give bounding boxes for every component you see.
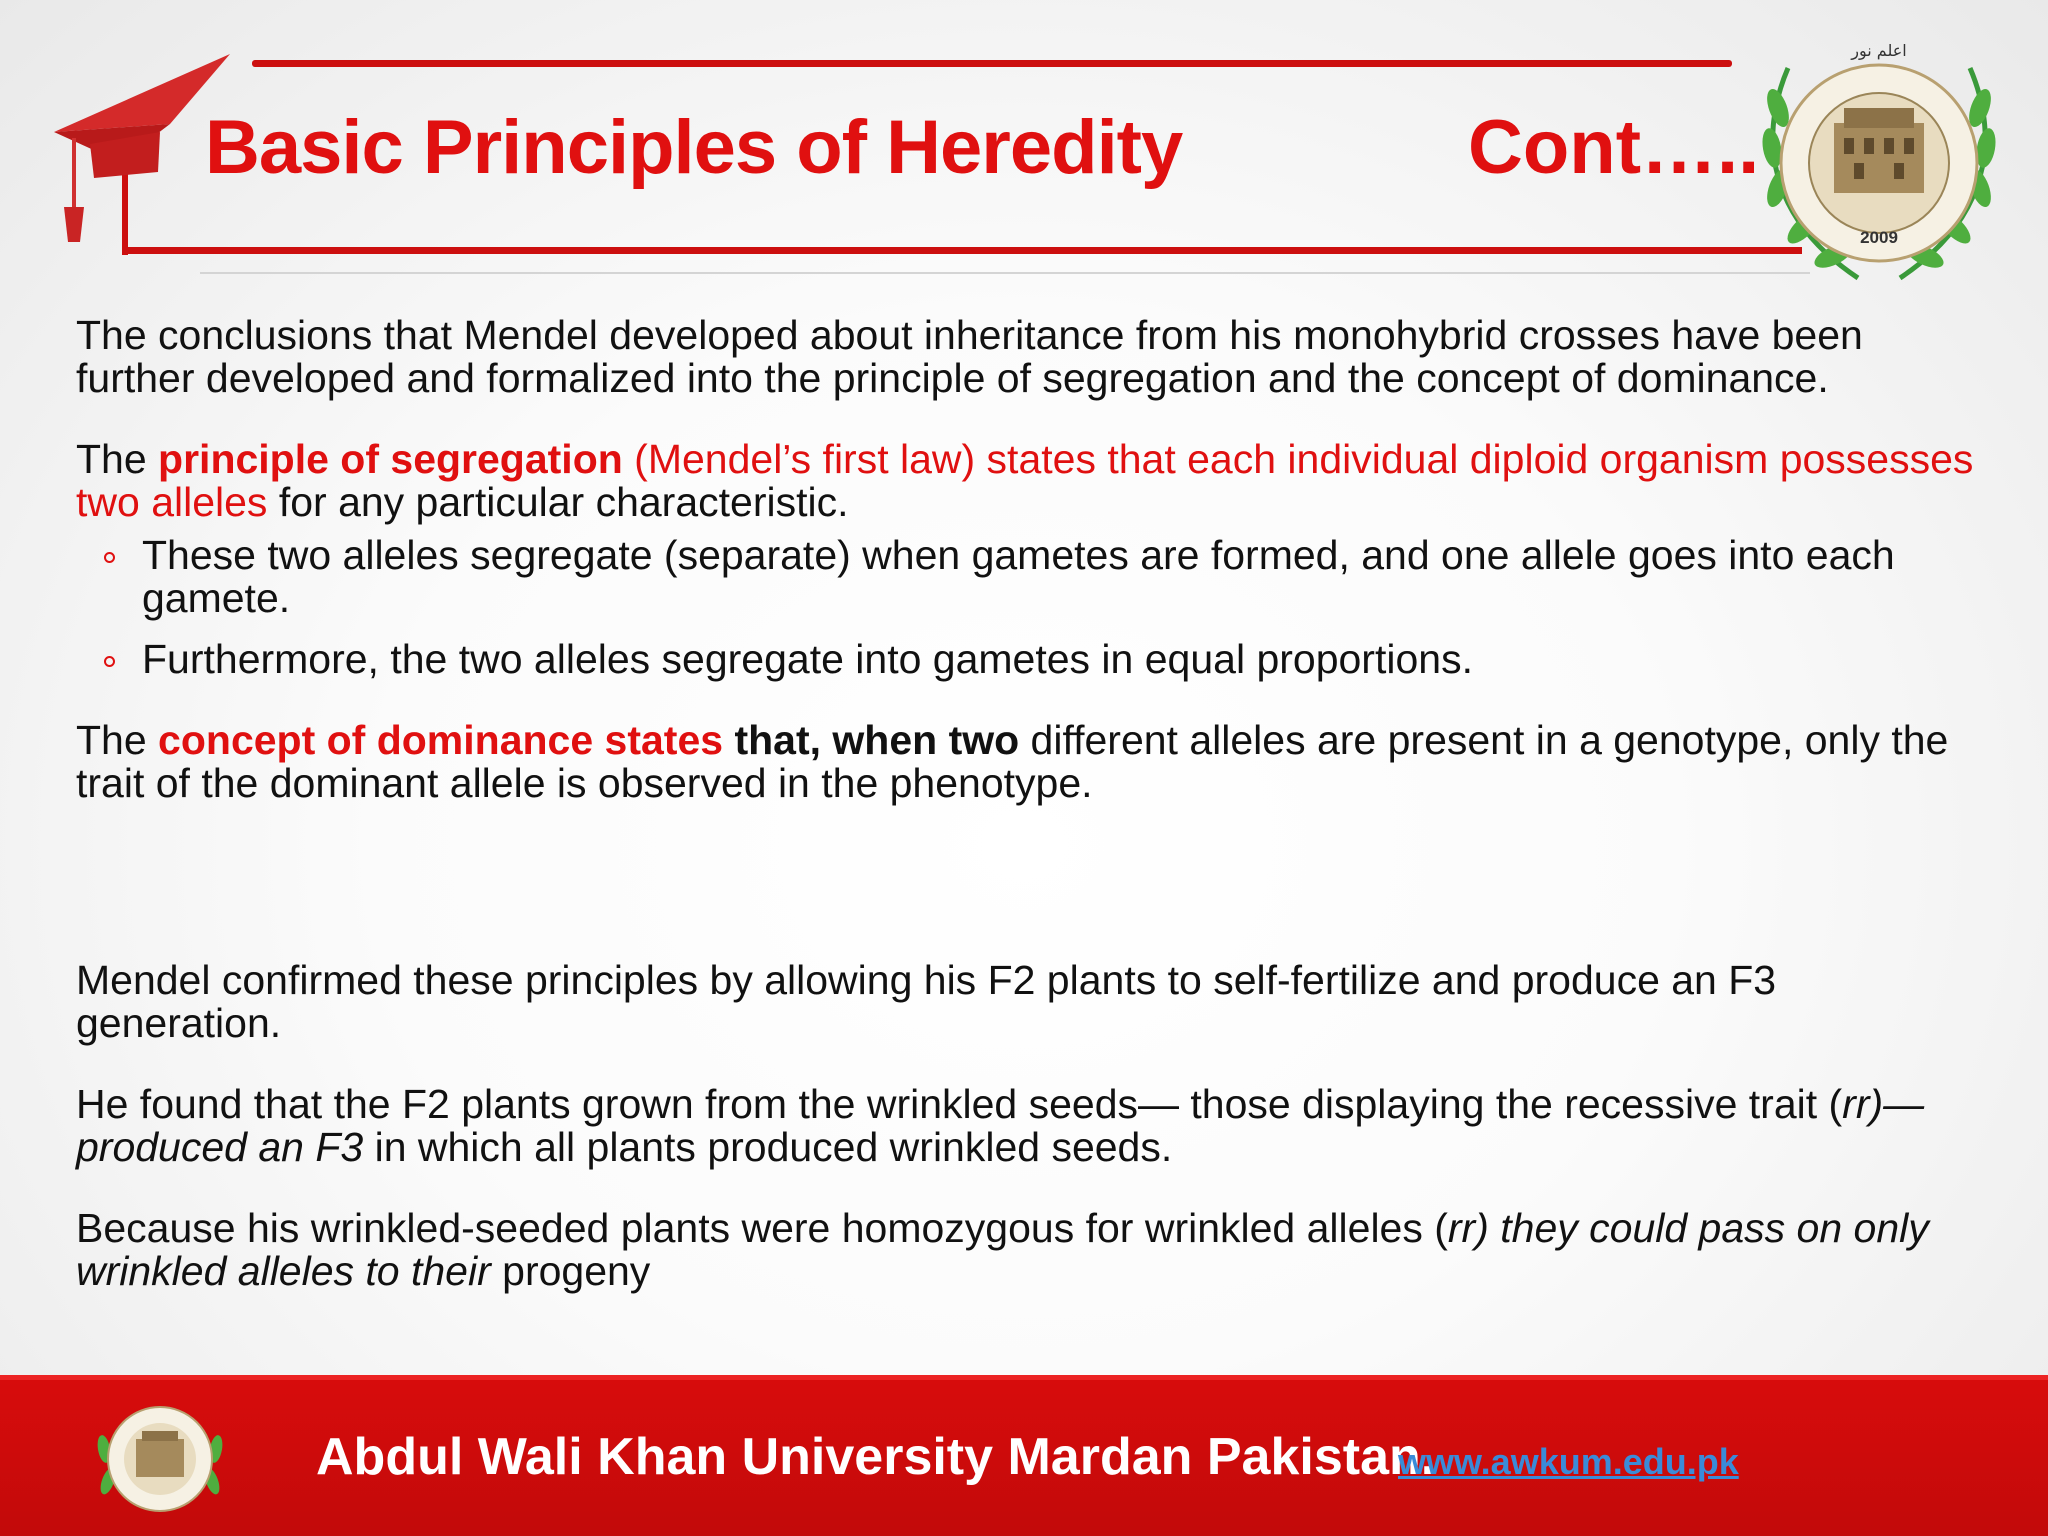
bold-segment: that, when two [723, 717, 1020, 763]
highlight-segregation-definition: (Mendel’s first law) states that each individual diploid organism possesses two alleles [76, 436, 1974, 525]
text-segment: in which all plants produced wrinkled seeds. [363, 1124, 1173, 1170]
seal-motto: اعلم نور [1851, 41, 1907, 60]
paragraph-f3-generation: Mendel confirmed these principles by allowing his F2 plants to self-fertilize and produce an F3 generation. [76, 957, 1777, 1046]
paragraph-conclusions: The conclusions that Mendel developed about inheritance from his monohybrid crosses have been further developed and formalized into the principle of segregation and the concept of dominance. [76, 312, 1863, 401]
paragraph-segregation [76, 438, 1976, 524]
spacer [76, 843, 1976, 959]
seal-year: 2009 [1860, 228, 1898, 247]
text-segment: The [76, 436, 159, 482]
italic-segment: rr)—produced an F3 [76, 1081, 1925, 1170]
slide-title: Basic Principles of Heredity [205, 105, 1183, 190]
divider-line [200, 272, 1810, 274]
footer-seal-logo [90, 1389, 230, 1529]
list-item: These two alleles segregate (separate) when gametes are formed, and one allele goes into each gamete. [142, 534, 1976, 620]
text-segment: for any particular characteristic. [267, 479, 849, 525]
university-seal-logo [1748, 28, 2010, 286]
list-item: Furthermore, the two alleles segregate into gametes in equal proportions. [142, 638, 1976, 681]
segregation-bullet-list [142, 534, 1976, 681]
paragraph-homozygous [76, 1207, 1976, 1293]
highlight-principle-of-segregation: principle of segregation [158, 436, 623, 482]
italic-segment: rr) they could pass on only wrinkled alleles to their [76, 1205, 1929, 1294]
text-segment: The [76, 717, 159, 763]
footer-university-name: Abdul Wali Khan University Mardan Pakistan. [316, 1428, 1436, 1486]
footer-bar [0, 1375, 2048, 1536]
text-segment: Because his wrinkled-seeded plants were homozygous for wrinkled alleles ( [76, 1205, 1448, 1251]
highlight-concept-of-dominance: concept of dominance states [158, 717, 724, 763]
paragraph-wrinkled-seeds [76, 1083, 1976, 1169]
title-frame-bottom-line [122, 247, 1802, 254]
slide-title-continued: Cont….. [1468, 105, 1760, 190]
footer-website-link[interactable]: www.awkum.edu.pk [1398, 1441, 1739, 1482]
text-segment: progeny [490, 1248, 651, 1294]
slide-body [76, 314, 1976, 1331]
title-frame-top-line [252, 60, 1732, 67]
text-segment: different alleles are present in a genotype, only the trait of the dominant allele is observed in the phenotype. [76, 717, 1949, 806]
paragraph-dominance [76, 719, 1976, 805]
text-segment: He found that the F2 plants grown from the wrinkled seeds— those displaying the recessive trait ( [76, 1081, 1843, 1127]
